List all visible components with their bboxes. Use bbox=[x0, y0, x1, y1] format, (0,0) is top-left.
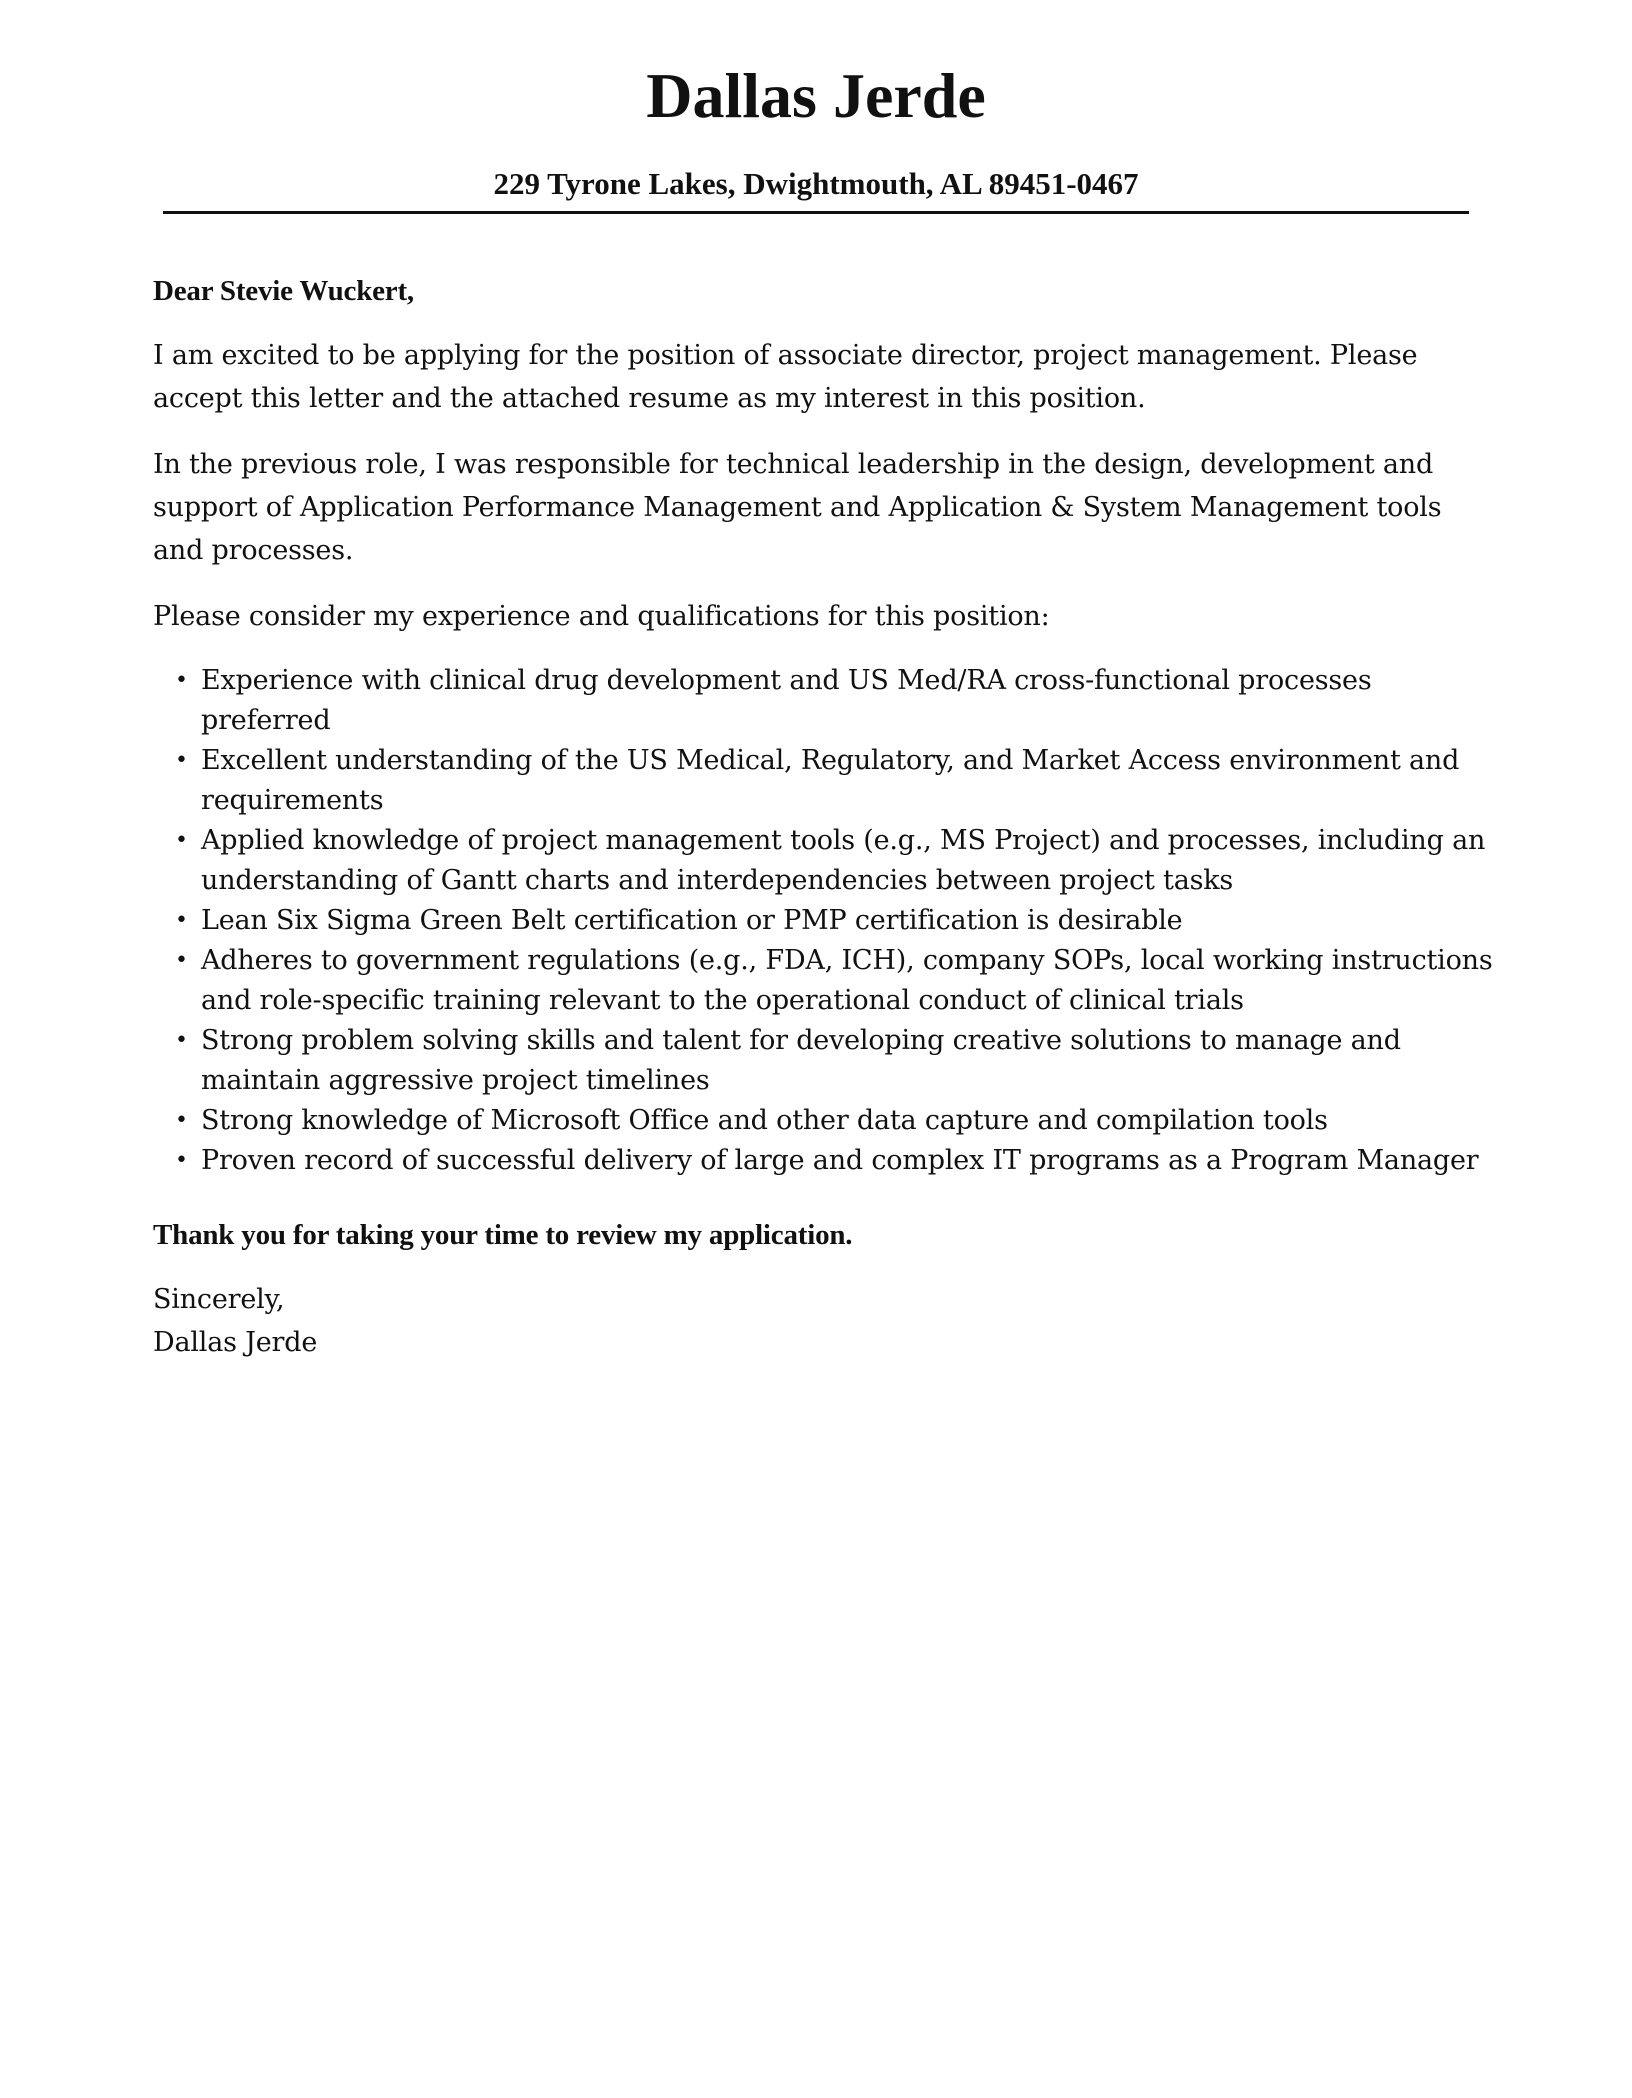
bullet-icon: • bbox=[175, 668, 188, 693]
list-item-text: Proven record of successful delivery of large and complex IT programs as a Program Manager bbox=[201, 1145, 1479, 1176]
header-divider bbox=[163, 211, 1469, 214]
experience-paragraph: In the previous role, I was responsible for technical leadership in the design, development and support of Application Performance Management and Application & System Management tools and processes. bbox=[153, 449, 1442, 566]
qualifications-intro: Please consider my experience and qualifications for this position: bbox=[153, 601, 1050, 632]
bullet-icon: • bbox=[175, 1028, 188, 1053]
list-item-text: Adheres to government regulations (e.g., FDA, ICH), company SOPs, local working instructions and role-specific training relevant to the operational conduct of clinical trials bbox=[201, 945, 1493, 1016]
letter-body bbox=[153, 270, 1493, 1364]
list-item bbox=[153, 821, 1493, 901]
bullet-icon: • bbox=[175, 908, 188, 933]
salutation: Dear Stevie Wuckert, bbox=[153, 275, 414, 307]
list-item-text: Strong knowledge of Microsoft Office and other data capture and compilation tools bbox=[201, 1105, 1328, 1136]
qualifications-list bbox=[153, 661, 1493, 1181]
list-item bbox=[153, 1101, 1493, 1141]
closing: Sincerely, bbox=[153, 1284, 285, 1315]
signature: Dallas Jerde bbox=[153, 1327, 318, 1358]
list-item bbox=[153, 1021, 1493, 1101]
list-item bbox=[153, 661, 1493, 741]
list-item-text: Strong problem solving skills and talent for developing creative solutions to manage and maintain aggressive project timelines bbox=[201, 1025, 1401, 1096]
list-item-text: Excellent understanding of the US Medical, Regulatory, and Market Access environment and requirements bbox=[201, 745, 1460, 816]
thank-you-line: Thank you for taking your time to review my application. bbox=[153, 1219, 853, 1251]
bullet-icon: • bbox=[175, 748, 188, 773]
list-item-text: Experience with clinical drug development and US Med/RA cross-functional processes preferred bbox=[201, 665, 1372, 736]
bullet-icon: • bbox=[175, 1148, 188, 1173]
list-item bbox=[153, 1141, 1493, 1181]
list-item bbox=[153, 901, 1493, 941]
intro-paragraph: I am excited to be applying for the position of associate director, project management. Please accept this letter and the attached resume as my interest in this position. bbox=[153, 340, 1418, 414]
applicant-address: 229 Tyrone Lakes, Dwightmouth, AL 89451-0467 bbox=[493, 166, 1139, 201]
bullet-icon: • bbox=[175, 1108, 188, 1133]
bullet-icon: • bbox=[175, 828, 188, 853]
list-item-text: Applied knowledge of project management tools (e.g., MS Project) and processes, including an understanding of Gantt charts and interdependencies between project tasks bbox=[201, 825, 1486, 896]
list-item bbox=[153, 941, 1493, 1021]
applicant-name: Dallas Jerde bbox=[646, 60, 986, 131]
list-item-text: Lean Six Sigma Green Belt certification or PMP certification is desirable bbox=[201, 905, 1183, 936]
list-item bbox=[153, 741, 1493, 821]
bullet-icon: • bbox=[175, 948, 188, 973]
